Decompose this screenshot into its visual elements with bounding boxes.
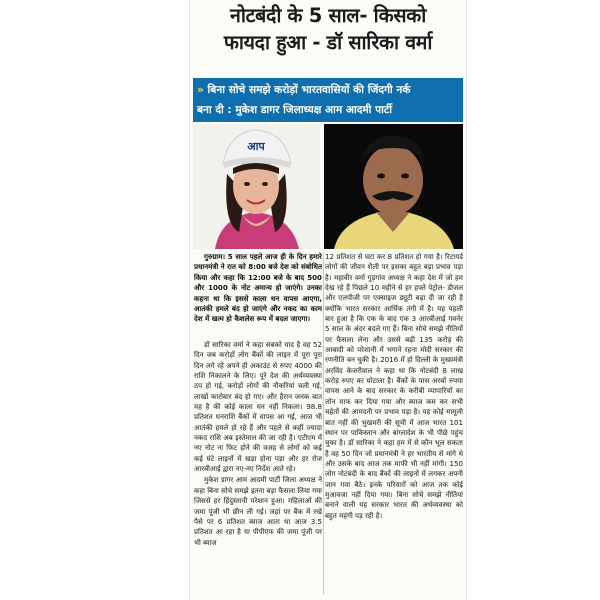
column-divider — [323, 252, 324, 595]
article-column-right — [325, 252, 463, 595]
deck-marker-icon: » — [197, 84, 204, 96]
headline-line-1: नोटबंदी के 5 साल- किसको — [230, 4, 426, 27]
photo-sarika-verma — [193, 124, 320, 249]
deck-line-1 — [197, 80, 459, 100]
deck-text-1: बिना सोचे समझे करोड़ों भारतवासियों की जिंदगी नर्क — [207, 84, 411, 96]
paragraph: 12 प्रतिशत से घटा कर 8 प्रतिशत हो गया है। रिटायर्ड लोगों की जीवन शैली पर इसका बहुत बड़ा प्रभाव पड़ा है। महावीर वर्मा गुड़गांव अध्यक्ष ने कहा देश में जो हम देख रहे हैं पिछले 10 महीने से हर हफ्ते पेट्रोल- डीजल और एलपीजी पर एक्साइज ड्यूटी बढ़ा दी जा रही है क्योंकि भारत सरकार आर्थिक तंगी में है। यह पहली बार हुआ है कि एक के बाद एक 3 आरबीआई गवर्नर 5 साल के अंदर बदले गए हैं। बिना सोचे समझे नीतियों पर फैसला लेना और उससे बढ़ी 135 करोड़ की आबादी को परेशानी में भगाने रहना मोदी सरकार की रणनीति बन चुकी है। 2016 में हो दिल्ली के मुख्यमंत्री अरविंद केजरीवाल ने कहा था कि नोटबंदी 8 लाख करोड़ रुपए का घोटाला है। बैंकों के पास अरबों रुपया वापस आने के बाद सरकार के करीबी व्यापारियों का लोन माफ कर दिया गया और ब्याज कम कर सभी चहेतों की आमदनी पर प्रभाव पड़ा है। यह कोई मामूली बात नहीं की भुखमरी की सूची में आज भारत 101 स्थान पर पाकिस्तान और बांग्लादेश के भी पीछे पहुंच चुका है। डॉ सारिका ने कहा हम में से कौन भूल सकता है वह 50 दिन जो प्रधानमंत्री ने हर भारतीय से मांगे थे और उसके बाद आज तक माफी भी नहीं मांगी। 150 लोग नोटबंदी के बाद बैंकों की लाइनों में लगकर अपनी जान गवा बैठे। इनके परिवारों को आज तक कोई मुआवजा नहीं दिया गया। बिना सोचे समझे नीतियां बनाने वाली यह सरकार भारत की अर्थव्यवस्था को बहुत महंगी पड़ रही है। — [325, 252, 463, 520]
paragraph: मुकेश डागर आम आदमी पार्टी जिला अध्यक्ष ने कहा बिना सोचे समझे इतना बड़ा फैसला लिया गया जिससे हर हिंदुस्तानी परेशान हुआ। महिलाओं की जमा पूंजी भी छीन ली गई। जहां पर बैंक में रखे पैसे पर 6 प्रतिशत ब्याज आता था आज 3.5 प्रतिशत आ रहा है या पीपीएफ की जमा पूंजी पर भी ब्याज — [194, 475, 322, 547]
photo-mukesh-dagar — [324, 124, 463, 249]
headline-line-2: फायदा हुआ - डॉ सारिका वर्मा — [223, 31, 433, 54]
deck-banner — [193, 78, 463, 122]
woman-portrait-icon — [193, 124, 320, 249]
lead-text: 5 साल पहले आज ही के दिन हमारे प्रधानमंत्री ने रात को 8:00 बजे देश को संबोधित किया और कहा कि 12:00 बजे के बाद 500 और 1000 के नोट अमान्य हो जाएंगे। उनका कहना था कि इससे काला धन वापस आएगा, आतंकी हमले बंद हो जाएंगे और नकद का काम देश में खत्म हो कैशलेस रूप में बदल जाएगा। — [194, 252, 322, 324]
lead-paragraph — [194, 252, 322, 336]
headline — [190, 2, 466, 56]
article-column-left — [194, 340, 322, 595]
cap-lettering: आप — [247, 140, 265, 153]
paragraph: डॉ सारिका वर्मा ने कहा सबको याद है वह 52 दिन जब करोड़ों लोग बैंकों की लाइन में पूरा पूरा दिन लगे रहे अपने ही अकाउंट से रुपए 4000 की राशि निकालने के लिए। पूरे देश की अर्थव्यवस्था ठप हो गई, करोड़ों लोगों की नौकरियां चली गई, लाखों कारोबार बंद हो गए। और हैरान जनक बात यह है की कोई काला धन नहीं निकला। 98.8 प्रतिशत धनराशि बैंकों में वापस आ गई, आज भी आतंकी हमले हो रहे हैं और पहले से कहीं ज्यादा नकद राशि अब इस्तेमाल की जा रही है। एटीएम में नए नोट ना फिट होने की वजह से लोगों को कई कई घंटे लाइनों में खड़ा होना पड़ा और हर रोज आरबीआई द्वारा नए-नए निर्देश आते रहे। — [194, 340, 322, 474]
deck-line-2: बना दी : मुकेश डागर जिलाध्यक्ष आम आदमी पार्टी — [197, 104, 392, 116]
dateline: गुरुग्राम। — [204, 252, 226, 261]
man-portrait-icon — [324, 124, 463, 249]
